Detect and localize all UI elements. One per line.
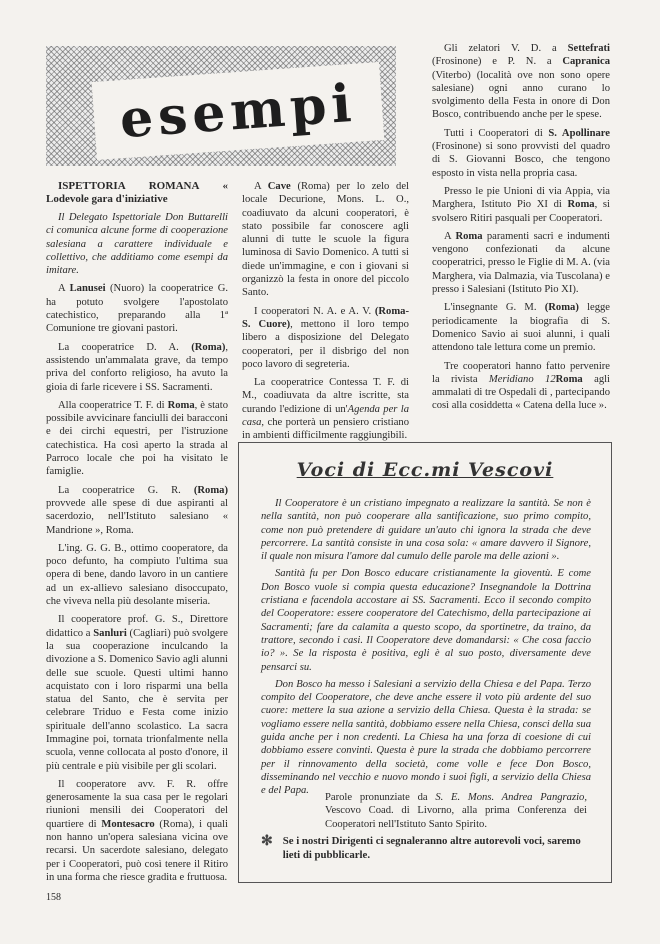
- place-name: Lanusei: [69, 283, 106, 295]
- place-name: Settefrati: [567, 43, 610, 54]
- text: (Frosinone) si sono provvisti del quadro di S. Giovanni Bosco, che tengono esposto in vista nella propria casa.: [432, 141, 610, 179]
- italic-title: Agenda per la casa: [242, 403, 409, 429]
- place-name: (Roma): [544, 302, 579, 314]
- italic-title: Meridiano 12: [488, 373, 556, 385]
- paragraph: [46, 778, 228, 884]
- box-quote-text: [261, 497, 591, 802]
- paragraph: [46, 484, 228, 537]
- source-prefix: Parole pronunziate da: [325, 792, 436, 803]
- paragraph: [432, 42, 610, 122]
- place-name: S. Apollinare: [548, 127, 610, 139]
- text: (Roma), i quali non hanno un'opera salesiana vicina ove recarsi. Un sacerdote salesiano, delegato per i Cooperatori, può così tenere il Ritiro in una forma che riesce gradita e fruttuosa.: [46, 818, 228, 883]
- quote-paragraph: Il Cooperatore è un cristiano impegnato a realizzare la santità. Se non è nella santità, non può cooperare alla santificazione, suo primo compito, come non può pretendere di guidare un'auto chi ignora la strada che deve percorrere. La santità consiste in una cosa sola: « amare davvero il Signore, il quale non misura l'amore dal cumulo delle parole ma delle azioni ».: [261, 498, 591, 563]
- paragraph: [432, 230, 610, 296]
- text: (Viterbo) (località ove non sono opere salesiane) ogni anno curano lo svolgimento della Festa in onore di Don Bosco, contribuendo anche per le spese.: [432, 69, 610, 121]
- paragraph: [432, 360, 610, 413]
- text: , che porterà un pensiero cristiano in ambienti difficilmente raggiungibili.: [242, 417, 409, 442]
- title-banner: [46, 46, 396, 166]
- box-notice: [261, 835, 591, 862]
- text: A: [444, 230, 456, 242]
- paragraph: [432, 127, 610, 180]
- text: La cooperatrice D. A.: [58, 341, 192, 353]
- text: Gli zelatori V. D. a: [444, 43, 568, 54]
- column-left: [46, 180, 228, 889]
- text: , assistendo un'ammalata grave, da tempo priva del conforto religioso, ha avuto la gioia di farle ricevere i SS. Sacramenti.: [46, 341, 228, 393]
- text: provvede alle spese di due aspiranti al sacerdozio, nell'Istituto salesiano « Mandrione », Roma.: [46, 497, 228, 536]
- place-name: Roma: [455, 230, 483, 242]
- asterisk-icon: ✻: [261, 834, 273, 849]
- text: (Frosinone) e P. N. a: [432, 56, 563, 68]
- paragraph: [46, 282, 228, 335]
- place-name: Sanluri: [93, 627, 127, 639]
- paragraph: [242, 305, 409, 371]
- text: , è stato possibile avvicinare fanciulli dei baracconi e dei circhi equestri, per l'istruzione catechistica. Ha così aperto la strada al Parroco locale che poi ha visitato le famiglie.: [46, 399, 229, 478]
- text: Alla cooperatrice T. F. di: [58, 399, 168, 411]
- place-name: Capranica: [562, 56, 610, 68]
- text: L'insegnante G. M.: [444, 302, 545, 314]
- col2-paragraphs: [242, 180, 409, 443]
- box-source: [325, 791, 587, 831]
- source-name: S. E. Mons. Andrea Pangrazio,: [435, 792, 587, 803]
- paragraph: [46, 613, 228, 773]
- notice-text: Se i nostri Dirigenti ci segnaleranno altre autorevoli voci, saremo lieti di pubblicarle.: [282, 835, 581, 861]
- bishops-box: [238, 442, 612, 883]
- col1-paragraphs: [46, 282, 228, 884]
- source-rest: Vescovo Coad. di Livorno, alla prima Conferenza dei Cooperatori nell'Istituto Santo Spirito.: [325, 805, 587, 830]
- text: , mettono il loro tempo libero a disposizione del Delegato cooperatori, per il disbrigo del non poco lavoro di segreteria.: [242, 318, 409, 370]
- paragraph: [432, 301, 610, 354]
- col3-paragraphs: [432, 42, 610, 413]
- text: agli ammalati di tre Ospedali di: [432, 373, 610, 399]
- text: , partecipando così alla cosiddetta « Catena della luce ».: [432, 387, 610, 412]
- paragraph: [242, 180, 409, 300]
- text: (Roma) per lo zelo del locale Decurione, Mons. L. O., coadiuvato da alcuni cooperatori, è stato possibile far conoscere agli alunni di tutte le scuole la figura luminosa di Savio Domenico. A tutti si diede un'immagine, e con i giovani si organizzò la festa in onore del piccolo Santo.: [242, 181, 409, 299]
- place-name: Montesacro: [101, 818, 155, 830]
- place-name: Cave: [267, 181, 291, 192]
- text: L'ing. G. G. B., ottimo cooperatore, da poco defunto, ha compiuto l'ultima sua opera di bene, dando lavoro in un cantiere ad un ex-allievo salesiano disoccupato, che viveva nella più desolante miseria.: [46, 542, 228, 608]
- title-label: [92, 62, 385, 160]
- text: Il cooperatore avv. F. R. offre generosamente la sua casa per le regolari riunioni mensili dei Cooperatori del quartiere di: [46, 778, 228, 830]
- text: Tre cooperatori hanno fatto pervenire la rivista: [432, 360, 610, 385]
- section-heading: ISPETTORIA ROMANA « Lodevole gara d'iniziative: [46, 180, 228, 205]
- text: Presso le pie Unioni di via Appia, via Marghera, Istituto Pio XI di: [432, 185, 610, 211]
- box-title: Voci di Ecc.mi Vescovi: [296, 459, 554, 481]
- text: paramenti sacri e indumenti vengono confezionati da alcune cooperatrici, presso le Figlie di M. A. (via Marghera, via Dalmazia, via Tuscolana) e presso i Salesiani (Istituto Pio XI).: [432, 230, 610, 296]
- text: (Cagliari) può svolgere la sua cooperazione inculcando la divozione a S. Domenico Savio agli alunni delle sue scuole. Questi ultimi hanno acquistato con i loro risparmi una bella statua del Santo, che è servita per celebrare Triduo e Festa come inizio spirituale dell'anno scolastico. La sacra Immagine poi, tornata trionfalmente nella scuola, venne collocata al posto d'onore, il più centrale e più visibile per gli scolari.: [46, 627, 228, 772]
- text: Il cooperatore prof. G. S., Direttore didattico a: [46, 614, 228, 639]
- paragraph: [432, 185, 610, 225]
- paragraph: [242, 376, 409, 442]
- text: I cooperatori N. A. e A. V.: [254, 305, 375, 317]
- place-name: Roma: [555, 373, 583, 385]
- text: legge periodicamente la biografia di S. Domenico Savio ai suoi alunni, i quali attendono tale lettura come un premio.: [432, 302, 611, 354]
- text: , si svolsero Ritiri pasquali per Cooperatori.: [432, 199, 610, 224]
- text: A: [58, 283, 70, 295]
- place-name: (Roma): [193, 484, 228, 496]
- page-number: 158: [46, 892, 61, 903]
- text: Tutti i Cooperatori di: [444, 127, 549, 139]
- paragraph: [46, 399, 228, 479]
- column-middle: [242, 180, 409, 448]
- quote-paragraph: Don Bosco ha messo i Salesiani a servizio della Chiesa e del Papa. Terzo compito del Cooperatore, che deve anche essere il voto più ardente del suo cuore: mettere la sua azione a servizio della Chiesa. Questa è la strada: se vogliamo essere nella santità, dobbiamo essere nella Chiesa, consci della sua guida anche per i non credenti. La Chiesa ha una forza di coesione di cui dobbiamo essere convinti. Questa è pure la strada che dobbiamo percorrere per il rinnovamento della società, come volle e fece Don Bosco, disseminando nel vecchio e nuovo mondo i suoi figli, a servizio della Chiesa e del Papa.: [261, 678, 591, 797]
- paragraph: [46, 542, 228, 608]
- place-name: Roma: [167, 399, 195, 411]
- text: (Nuoro) la cooperatrice G. ha potuto svolgere l'apostolato catechistico, preparando alla 1ª Comunione tre giovani pastori.: [46, 283, 228, 335]
- place-name: (Roma): [191, 341, 226, 353]
- text: La cooperatrice Contessa T. F. di M., coadiuvata da altre iscritte, sta curando l'edizione di un': [242, 377, 409, 415]
- text: A: [254, 181, 268, 192]
- place-name: Roma: [567, 199, 595, 211]
- column-right: [432, 42, 610, 418]
- quote-paragraph: Santità fu per Don Bosco educare cristianamente la gioventù. E come Don Bosco vuole si compia questa educazione? Insegnandole la Dottrina cristiana e facendola accostare ai SS. Sacramenti. Ecco il secondo compito del Cooperatore: essere cooperatore del Catechismo, della partecipazione ai Sacramenti; fare da calamita a questo scopo, da sportinetre, da traino, da trattore, secondo i casi. Il Cooperatore deve domandarsi: « Che cosa faccio io? ». Se la risposta è positiva, egli è al suo posto, diversamente deve pensarci su.: [261, 568, 591, 673]
- intro-paragraph: Il Delegato Ispettoriale Don Buttarelli ci comunica alcune forme di cooperazione salesiana a carattere individuale e collettivo, che additiamo come esempi da imitare.: [46, 212, 228, 277]
- text: La cooperatrice G. R.: [58, 484, 194, 496]
- paragraph: [46, 341, 228, 394]
- place-name: (Roma-S. Cuore): [242, 305, 409, 330]
- page-title: esempi: [117, 72, 359, 150]
